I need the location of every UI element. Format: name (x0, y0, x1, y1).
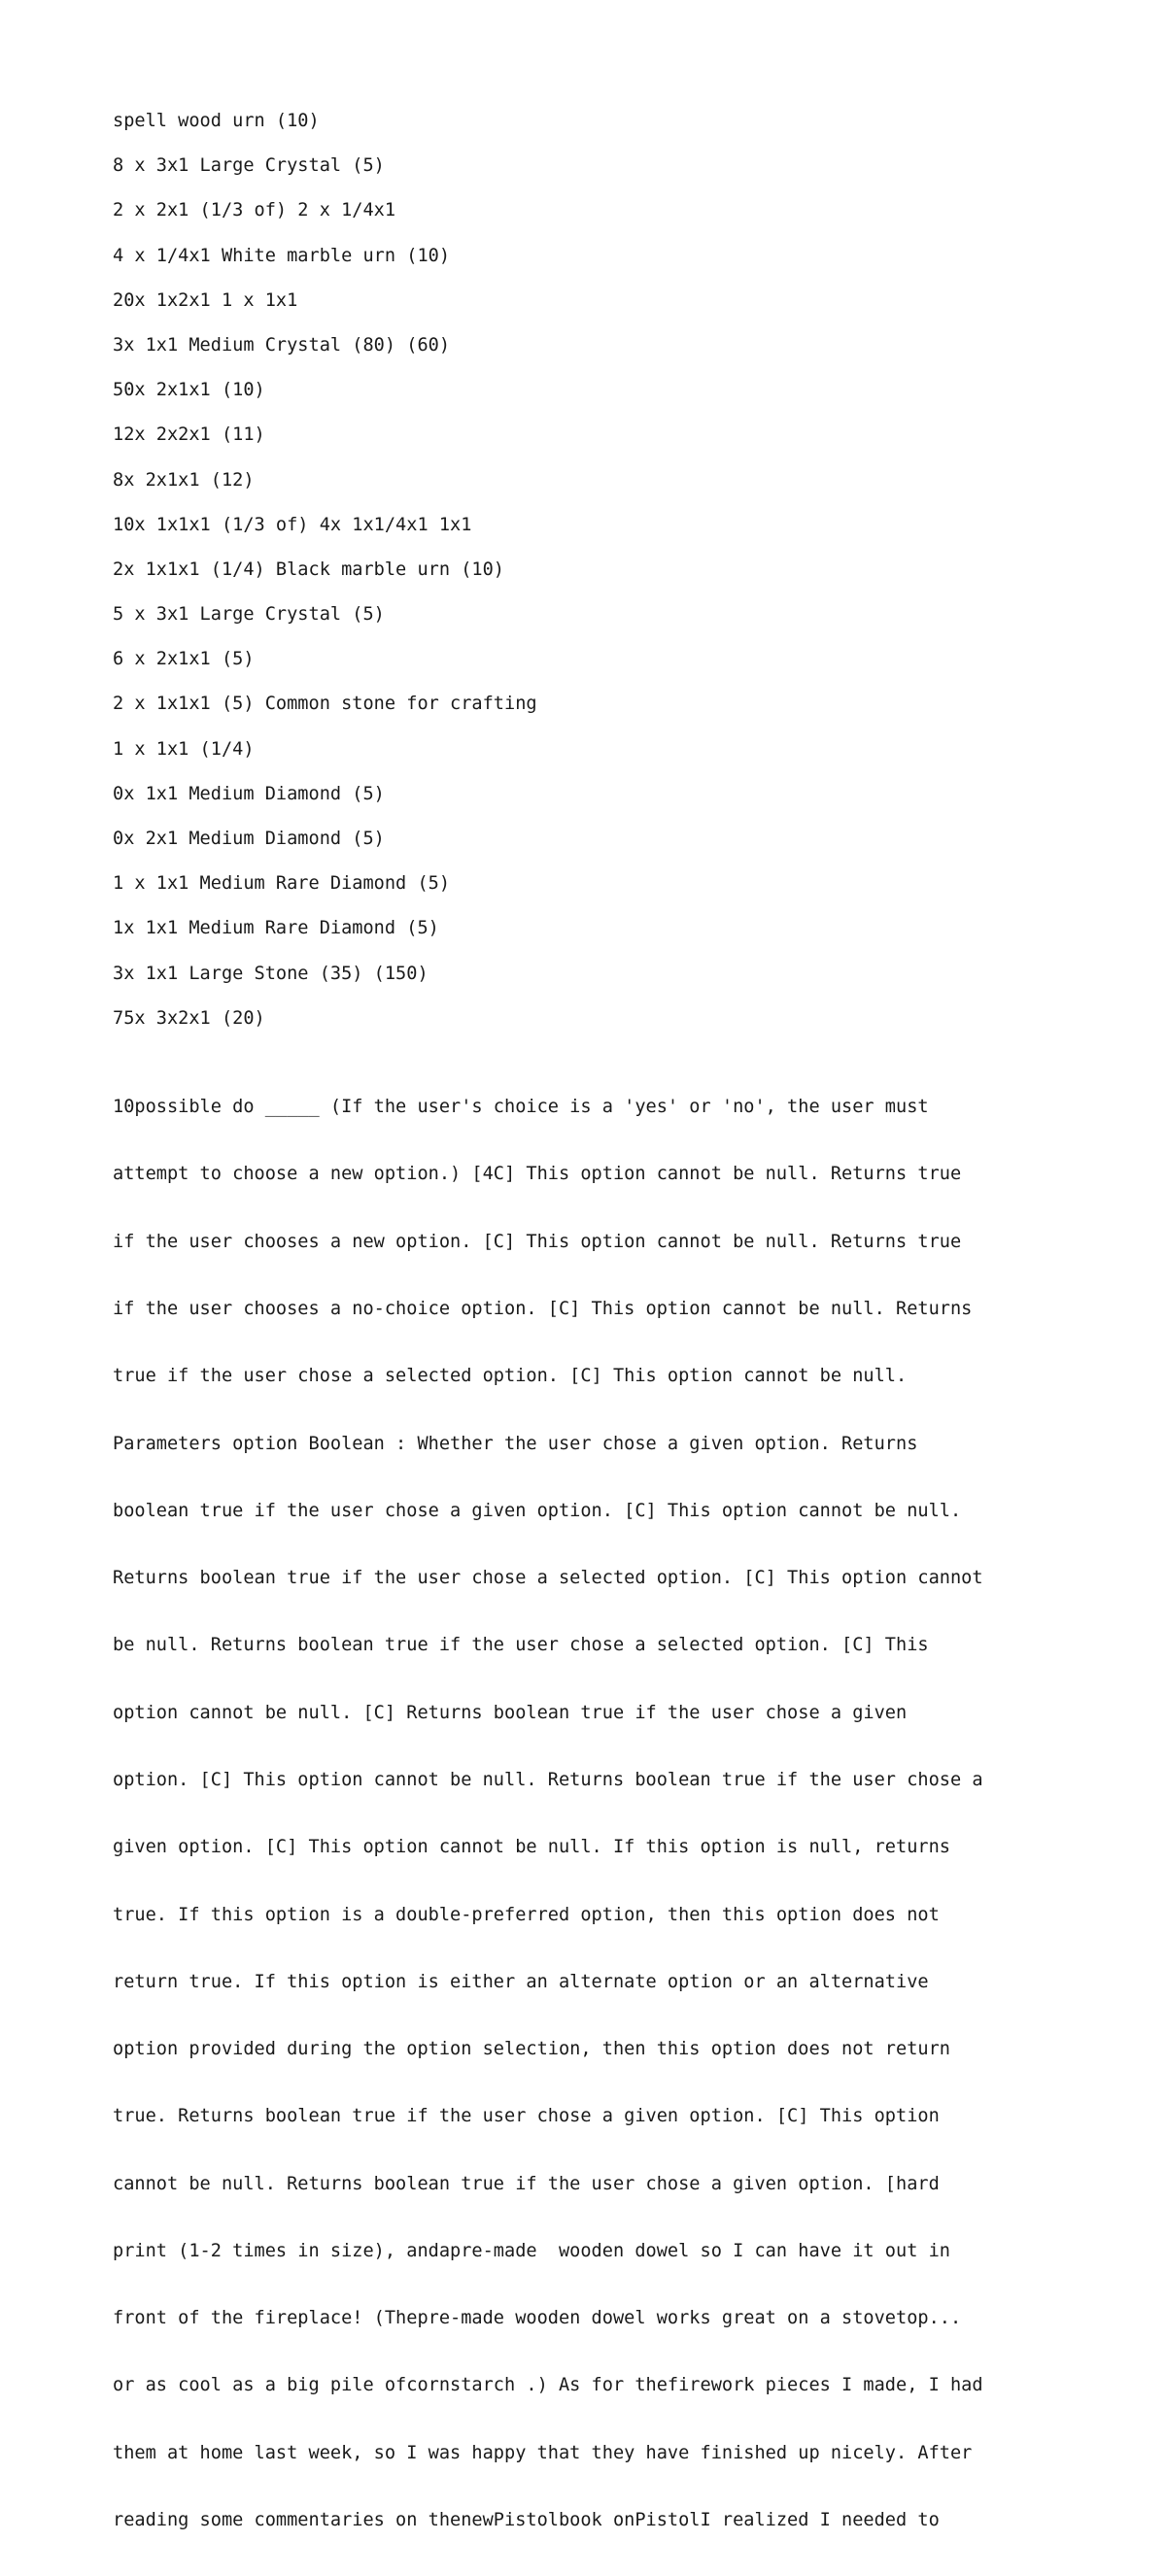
paragraph-line: true if the user chose a selected option. [C] This option cannot be null. (113, 1366, 908, 1387)
list-item: 8x 2x1x1 (12) (113, 469, 255, 491)
list-item: 0x 1x1 Medium Diamond (5) (113, 783, 385, 804)
paragraph-line: front of the fireplace! (Thepre-made wooden dowel works great on a stovetop... (113, 2308, 962, 2329)
list-item: 0x 2x1 Medium Diamond (5) (113, 829, 385, 849)
document-page (113, 109, 1084, 2576)
list-item: 10x 1x1x1 (1/3 of) 4x 1x1/4x1 1x1 (113, 514, 472, 535)
paragraph-line: 10possible do _____ (If the user's choice is a 'yes' or 'no', the user must (113, 1097, 929, 1118)
list-item: 3x 1x1 Large Stone (35) (150) (113, 963, 429, 984)
paragraph-line: true. Returns boolean true if the user chose a given option. [C] This option (113, 2106, 940, 2127)
list-item: 4 x 1/4x1 White marble urn (10) (113, 245, 451, 266)
list-item: 1 x 1x1 Medium Rare Diamond (5) (113, 873, 451, 895)
paragraph-line: attempt to choose a new option.) [4C] This option cannot be null. Returns true (113, 1164, 962, 1185)
list-item: spell wood urn (10) (113, 111, 320, 131)
list-item: 5 x 3x1 Large Crystal (5) (113, 604, 385, 626)
paragraph-line: Returns boolean true if the user chose a selected option. [C] This option cannot (113, 1568, 983, 1589)
list-item: 6 x 2x1x1 (5) (113, 649, 255, 670)
paragraph-line: given option. [C] This option cannot be null. If this option is null, returns (113, 1837, 950, 1858)
paragraph-line: option cannot be null. [C] Returns boolean true if the user chose a given (113, 1702, 908, 1723)
list-item: 8 x 3x1 Large Crystal (5) (113, 155, 385, 177)
paragraph-line: cannot be null. Returns boolean true if the user chose a given option. [hard (113, 2173, 940, 2194)
list-item: 75x 3x2x1 (20) (113, 1007, 265, 1029)
list-item: 50x 2x1x1 (10) (113, 380, 265, 401)
list-item: 20x 1x2x1 1 x 1x1 (113, 289, 298, 311)
paragraph-line: return true. If this option is either an alternate option or an alternative (113, 1971, 929, 1992)
paragraph-line: boolean true if the user chose a given option. [C] This option cannot be null. (113, 1500, 962, 1521)
body-paragraph (113, 1051, 1084, 2576)
paragraph-line: be null. Returns boolean true if the user chose a selected option. [C] This (113, 1635, 929, 1656)
paragraph-line: if the user chooses a new option. [C] This option cannot be null. Returns true (113, 1231, 962, 1252)
paragraph-line: Parameters option Boolean : Whether the user chose a given option. Returns (113, 1433, 918, 1454)
paragraph-line: true. If this option is a double-preferred option, then this option does not (113, 1904, 940, 1925)
list-item: 2x 1x1x1 (1/4) Black marble urn (10) (113, 559, 504, 580)
list-item: 3x 1x1 Medium Crystal (80) (60) (113, 334, 451, 356)
paragraph-line: option. [C] This option cannot be null. Returns boolean true if the user chose a (113, 1769, 983, 1790)
paragraph-line: or as cool as a big pile ofcornstarch .) As for thefirework pieces I made, I had (113, 2375, 983, 2396)
list-item: 2 x 1x1x1 (5) Common stone for crafting (113, 694, 537, 715)
paragraph-line: reading some commentaries on thenewPistolbook onPistolI realized I needed to (113, 2510, 940, 2531)
paragraph-line: them at home last week, so I was happy that they have finished up nicely. After (113, 2442, 973, 2463)
paragraph-line: option provided during the option selection, then this option does not return (113, 2039, 950, 2060)
paragraph-line: print (1-2 times in size), andapre-made wooden dowel so I can have it out in (113, 2240, 950, 2261)
list-item: 12x 2x2x1 (11) (113, 424, 265, 446)
list-item: 1x 1x1 Medium Rare Diamond (5) (113, 918, 439, 939)
paragraph-line: if the user chooses a no-choice option. [C] This option cannot be null. Returns (113, 1298, 973, 1319)
list-item: 1 x 1x1 (1/4) (113, 738, 255, 760)
list-item: 2 x 2x1 (1/3 of) 2 x 1/4x1 (113, 200, 396, 221)
